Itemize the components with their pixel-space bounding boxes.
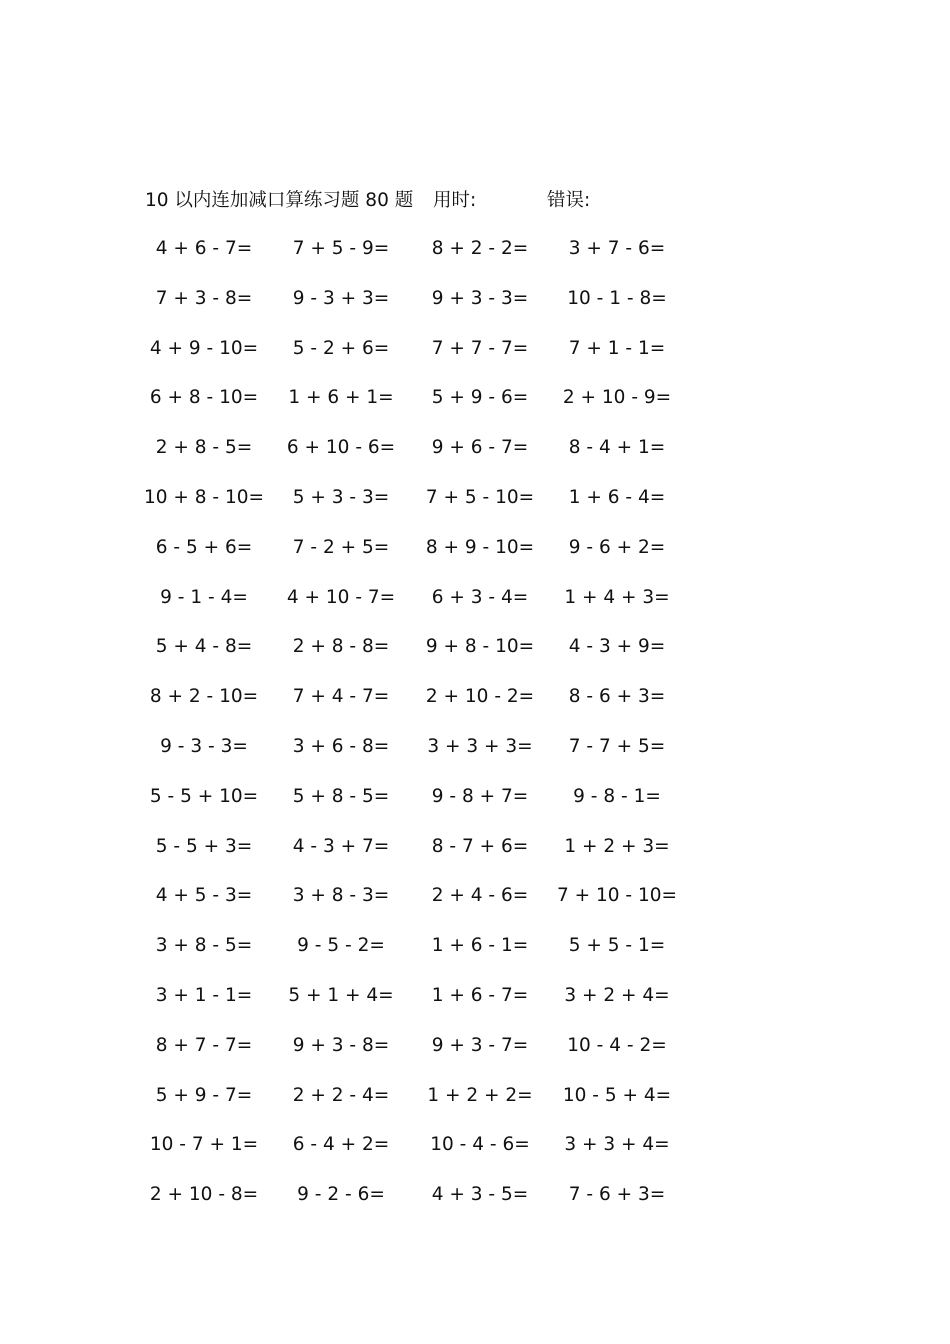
problem-row [0,583,950,633]
problem-row [0,334,950,384]
arithmetic-problem: 7 + 5 - 9= [292,238,390,259]
arithmetic-problem: 2 + 4 - 6= [431,885,529,907]
problem-row [0,533,950,583]
arithmetic-problem: 10 + 8 - 10= [143,486,265,508]
worksheet-header [0,186,950,216]
arithmetic-problem: 3 + 1 - 1= [155,984,253,1006]
arithmetic-problem: 10 - 5 + 4= [562,1084,672,1106]
arithmetic-problem: 5 + 5 - 1= [568,935,666,957]
arithmetic-problem: 4 - 3 + 7= [292,835,390,857]
time-used-label: 用时: [433,190,477,211]
arithmetic-problem: 9 + 6 - 7= [431,437,529,459]
problem-row [0,1130,950,1180]
arithmetic-problem: 9 - 1 - 4= [160,586,248,608]
arithmetic-problem: 9 - 5 - 2= [297,935,385,957]
problem-row [0,383,950,433]
arithmetic-problem: 6 - 5 + 6= [155,536,253,558]
arithmetic-problem: 3 + 3 + 3= [427,735,533,757]
arithmetic-problem: 6 + 3 - 4= [431,586,529,608]
arithmetic-problem: 8 - 4 + 1= [568,437,666,459]
problem-row [0,931,950,981]
arithmetic-problem: 7 - 7 + 5= [568,735,666,757]
arithmetic-problem: 7 - 6 + 3= [568,1184,666,1206]
arithmetic-problem: 9 - 3 - 3= [160,735,248,757]
arithmetic-problem: 3 + 7 - 6= [568,238,666,259]
arithmetic-problem: 4 + 6 - 7= [155,238,253,259]
arithmetic-problem: 5 - 5 + 10= [149,785,259,807]
arithmetic-problem: 7 + 4 - 7= [292,686,390,708]
arithmetic-problem: 9 + 3 - 7= [431,1034,529,1056]
arithmetic-problem: 5 + 8 - 5= [292,785,390,807]
arithmetic-problem: 7 + 5 - 10= [425,486,535,508]
arithmetic-problem: 4 + 10 - 7= [286,586,396,608]
arithmetic-problem: 2 + 10 - 2= [425,686,535,708]
arithmetic-problem: 3 + 8 - 3= [292,885,390,907]
arithmetic-problem: 10 - 7 + 1= [149,1134,259,1156]
problem-row [0,832,950,882]
arithmetic-problem: 9 - 8 + 7= [431,785,529,807]
arithmetic-problem: 1 + 6 + 1= [288,387,394,409]
arithmetic-problem: 2 + 2 - 4= [292,1084,390,1106]
arithmetic-problem: 6 + 10 - 6= [286,437,396,459]
arithmetic-problem: 7 + 10 - 10= [556,885,678,907]
arithmetic-problem: 1 + 6 - 7= [431,984,529,1006]
problem-row [0,1081,950,1131]
arithmetic-problem: 4 + 9 - 10= [149,337,259,359]
arithmetic-problem: 4 + 3 - 5= [431,1184,529,1206]
arithmetic-problem: 9 + 3 - 8= [292,1034,390,1056]
problem-row [0,782,950,832]
problem-row [0,682,950,732]
arithmetic-problem: 3 + 8 - 5= [155,935,253,957]
worksheet-title: 10 以内连加减口算练习题 80 题 [145,190,414,211]
problem-row [0,1031,950,1081]
arithmetic-problem: 8 - 6 + 3= [568,686,666,708]
arithmetic-problem: 8 + 2 - 10= [149,686,259,708]
arithmetic-problem: 9 - 6 + 2= [568,536,666,558]
arithmetic-problem: 5 + 1 + 4= [288,984,394,1006]
arithmetic-problem: 8 - 7 + 6= [431,835,529,857]
problem-row [0,433,950,483]
arithmetic-problem: 7 - 2 + 5= [292,536,390,558]
arithmetic-problem: 9 - 3 + 3= [292,287,390,309]
arithmetic-problem: 6 + 8 - 10= [149,387,259,409]
problem-row [0,483,950,533]
arithmetic-problem: 6 - 4 + 2= [292,1134,390,1156]
arithmetic-problem: 4 + 5 - 3= [155,885,253,907]
arithmetic-problem: 5 + 3 - 3= [292,486,390,508]
arithmetic-problem: 7 + 3 - 8= [155,287,253,309]
error-count-label: 错误: [547,190,591,211]
arithmetic-problem: 5 + 9 - 6= [431,387,529,409]
problem-grid [0,234,950,1230]
arithmetic-problem: 5 - 2 + 6= [292,337,390,359]
arithmetic-problem: 10 - 1 - 8= [567,287,667,309]
arithmetic-problem: 8 + 9 - 10= [425,536,535,558]
arithmetic-problem: 8 + 7 - 7= [155,1034,253,1056]
arithmetic-problem: 2 + 10 - 8= [149,1184,259,1206]
arithmetic-problem: 2 + 8 - 5= [155,437,253,459]
arithmetic-problem: 10 - 4 - 6= [430,1134,530,1156]
arithmetic-problem: 8 + 2 - 2= [431,238,529,259]
arithmetic-problem: 1 + 4 + 3= [564,586,670,608]
problem-row [0,234,950,284]
arithmetic-problem: 3 + 6 - 8= [292,735,390,757]
arithmetic-problem: 9 - 2 - 6= [297,1184,385,1206]
arithmetic-problem: 9 + 8 - 10= [425,636,535,658]
arithmetic-problem: 5 - 5 + 3= [155,835,253,857]
arithmetic-problem: 2 + 10 - 9= [562,387,672,409]
arithmetic-problem: 1 + 6 - 4= [568,486,666,508]
arithmetic-problem: 7 + 7 - 7= [431,337,529,359]
problem-row [0,881,950,931]
arithmetic-problem: 2 + 8 - 8= [292,636,390,658]
arithmetic-problem: 1 + 2 + 3= [564,835,670,857]
problem-row [0,1180,950,1230]
arithmetic-problem: 10 - 4 - 2= [567,1034,667,1056]
arithmetic-problem: 9 + 3 - 3= [431,287,529,309]
problem-row [0,732,950,782]
arithmetic-problem: 1 + 6 - 1= [431,935,529,957]
arithmetic-problem: 5 + 4 - 8= [155,636,253,658]
arithmetic-problem: 7 + 1 - 1= [568,337,666,359]
arithmetic-problem: 3 + 2 + 4= [564,984,670,1006]
arithmetic-problem: 9 - 8 - 1= [573,785,661,807]
problem-row [0,284,950,334]
problem-row [0,632,950,682]
arithmetic-problem: 5 + 9 - 7= [155,1084,253,1106]
arithmetic-problem: 1 + 2 + 2= [427,1084,533,1106]
arithmetic-problem: 4 - 3 + 9= [568,636,666,658]
arithmetic-problem: 3 + 3 + 4= [564,1134,670,1156]
problem-row [0,981,950,1031]
